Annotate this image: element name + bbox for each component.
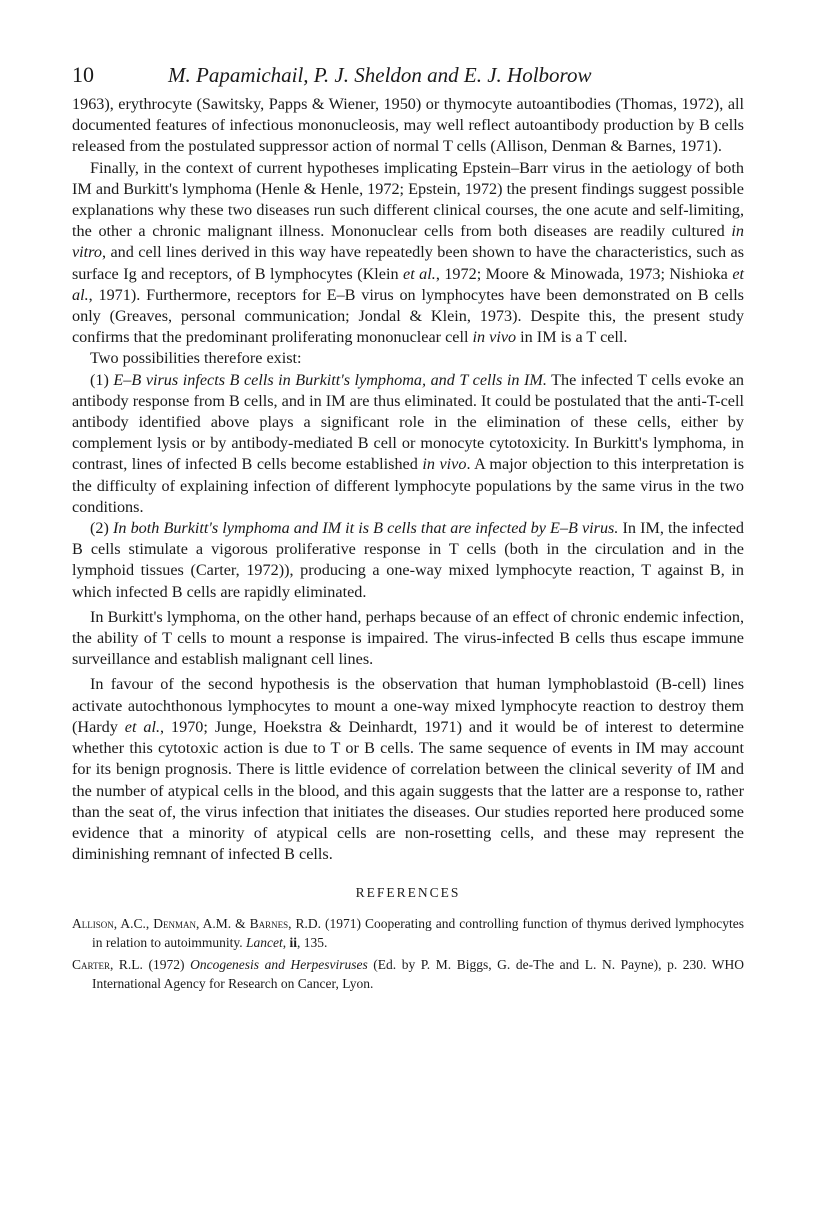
- paragraph-5: (2) In both Burkitt's lymphoma and IM it is B cells that are infected by E–B virus. In IM, the infected B cells stimulate a vigorous proliferative response in T cells (both in the circulation and in the lymphoid tissues (Carter, 1972)), producing a one-way mixed lymphocyte reaction, T against B, in which infected B cells are rapidly eliminated.: [72, 519, 745, 601]
- page-number: 10: [72, 62, 94, 87]
- paragraph-4: (1) E–B virus infects B cells in Burkitt's lymphoma, and T cells in IM. The infected T cells evoke an antibody response from B cells, and in IM are thus eliminated. It could be postulated that the anti-T-cell antibody identified above plays a significant role in the elimination of these cells, either by complement lysis or by antibody-mediated B cell or monocyte cytotoxicity. In Burkitt's lymphoma, in contrast, lines of infected B cells become established in vivo. A major objection to this interpretation is the difficulty of explaining infection of different lymphocyte populations by the same virus in the two conditions.: [72, 370, 745, 516]
- body-text: [72, 94, 744, 865]
- page-header: [72, 62, 744, 92]
- paragraph-7: In favour of the second hypothesis is the observation that human lymphoblastoid (B-cell) lines activate autochthonous lymphocytes to mount a one-way mixed lymphocyte reaction to destroy them (Hardy et al., 1970; Junge, Hoekstra & Deinhardt, 1971) and it would be of interest to determine whether this cytotoxic action is due to T or B cells. The same sequence of events in IM may account for its benign prognosis. There is little evidence of correlation between the clinical severity of IM and the number of atypical cells in the blood, and this again suggests that the latter are a response to, rather than the seat of, the virus infection that initiates the diseases. Our studies reported here produced some evidence that a minority of atypical cells are non-rosetting cells, and these may represent the diminishing remnant of infected B cells.: [72, 675, 744, 864]
- paragraph-1: 1963), erythrocyte (Sawitsky, Papps & Wiener, 1950) or thymocyte autoantibodies (Thomas, 1972), all documented features of infectious mononucleosis, may well reflect autoantibody production by B cells released from the postulated suppressor action of normal T cells (Allison, Denman & Barnes, 1971).: [72, 95, 744, 156]
- paragraph-6: In Burkitt's lymphoma, on the other hand, perhaps because of an effect of chronic endemic infection, the ability of T cells to mount a response is impaired. The virus-infected B cells thus escape immune surveillance and establish malignant cell lines.: [72, 607, 744, 669]
- reference-item: Carter, R.L. (1972) Oncogenesis and Herpesviruses (Ed. by P. M. Biggs, G. de-The and L. N. Payne), p. 230. WHO International Agency for Research on Cancer, Lyon.: [72, 957, 744, 992]
- paper-page: [72, 62, 744, 996]
- reference-item: Allison, A.C., Denman, A.M. & Barnes, R.D. (1971) Cooperating and controlling function of thymus derived lymphocytes in relation to autoimmunity. Lancet, ii, 135.: [72, 916, 744, 951]
- paragraph-3: Two possibilities therefore exist:: [90, 349, 302, 368]
- references-heading: REFERENCES: [355, 885, 461, 901]
- paragraph-2: Finally, in the context of current hypotheses implicating Epstein–Barr virus in the aetiology of both IM and Burkitt's lymphoma (Henle & Henle, 1972; Epstein, 1972) the present findings suggest possible explanations why these two diseases run such different clinical courses, the one acute and self-limiting, the other a chronic malignant illness. Mononuclear cells from both diseases are readily cultured in vitro, and cell lines derived in this way have repeatedly been shown to have the characteristics, such as surface Ig and receptors, of B lymphocytes (Klein et al., 1972; Moore & Minowada, 1973; Nishioka et al., 1971). Furthermore, receptors for E–B virus on lymphocytes have been demonstrated on B cells only (Greaves, personal communication; Jondal & Klein, 1973). Despite this, the present study confirms that the predominant proliferating mononuclear cell in vivo in IM is a T cell.: [72, 158, 745, 347]
- running-head: M. Papamichail, P. J. Sheldon and E. J. Holborow: [168, 63, 592, 87]
